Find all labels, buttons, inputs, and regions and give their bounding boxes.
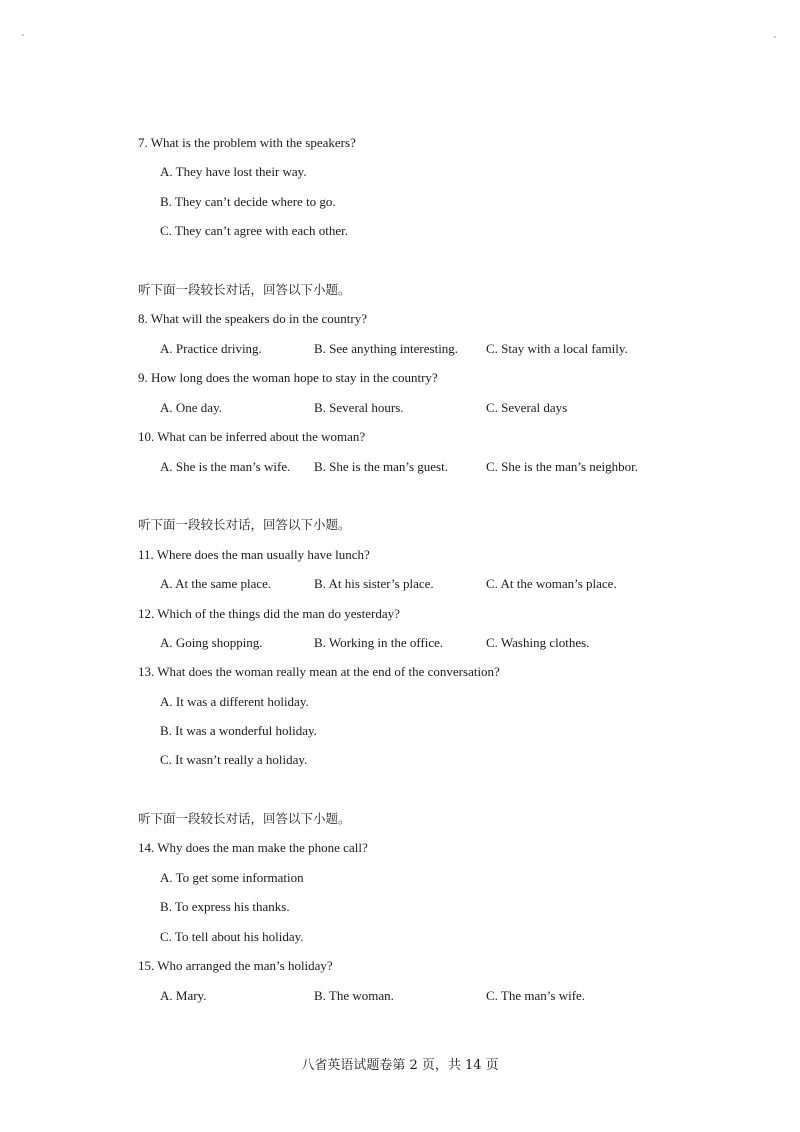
q10-option-a: A. She is the man’s wife. xyxy=(160,459,291,474)
q12-option-b: B. Working in the office. xyxy=(314,635,444,650)
q14-option-a: A. To get some information xyxy=(160,870,304,885)
scan-speck xyxy=(774,36,776,38)
question-14: 14. Why does the man make the phone call? xyxy=(138,840,368,855)
q8-options xyxy=(160,341,680,357)
q11-option-a: A. At the same place. xyxy=(160,576,272,591)
question-8: 8. What will the speakers do in the country? xyxy=(138,311,368,326)
q9-options xyxy=(160,400,680,416)
question-11: 11. Where does the man usually have lunch? xyxy=(138,547,370,562)
q11-options xyxy=(160,576,680,592)
q7-option-b: B. They can’t decide where to go. xyxy=(160,194,336,209)
q9-option-c: C. Several days xyxy=(486,400,568,415)
q15-option-c: C. The man’s wife. xyxy=(486,988,586,1003)
q15-option-b: B. The woman. xyxy=(314,988,394,1003)
section-instruction: 听下面一段较长对话，回答以下小题。 xyxy=(138,282,351,297)
q13-option-b: B. It was a wonderful holiday. xyxy=(160,723,317,738)
q8-option-c: C. Stay with a local family. xyxy=(486,341,628,356)
q13-option-a: A. It was a different holiday. xyxy=(160,694,309,709)
q13-option-c: C. It wasn’t really a holiday. xyxy=(160,752,308,767)
q12-option-c: C. Washing clothes. xyxy=(486,635,590,650)
q12-options xyxy=(160,635,680,651)
question-12: 12. Which of the things did the man do yesterday? xyxy=(138,606,400,621)
q7-option-c: C. They can’t agree with each other. xyxy=(160,223,348,238)
q9-option-b: B. Several hours. xyxy=(314,400,404,415)
scan-speck xyxy=(22,34,24,36)
q7-option-a: A. They have lost their way. xyxy=(160,164,307,179)
question-9: 9. How long does the woman hope to stay in the country? xyxy=(138,370,438,385)
question-15: 15. Who arranged the man’s holiday? xyxy=(138,958,333,973)
section-instruction: 听下面一段较长对话，回答以下小题。 xyxy=(138,811,351,826)
q14-option-b: B. To express his thanks. xyxy=(160,899,290,914)
q15-options xyxy=(160,988,680,1004)
section-instruction: 听下面一段较长对话，回答以下小题。 xyxy=(138,517,351,532)
page-footer: 八省英语试题卷第 2 页，共 14 页 xyxy=(301,1058,499,1073)
q8-option-b: B. See anything interesting. xyxy=(314,341,459,356)
q15-option-a: A. Mary. xyxy=(160,988,207,1003)
question-7: 7. What is the problem with the speakers? xyxy=(138,135,356,150)
q10-options xyxy=(160,459,680,475)
q11-option-c: C. At the woman’s place. xyxy=(486,576,617,591)
q8-option-a: A. Practice driving. xyxy=(160,341,262,356)
question-13: 13. What does the woman really mean at the end of the conversation? xyxy=(138,664,500,679)
question-10: 10. What can be inferred about the woman? xyxy=(138,429,366,444)
q10-option-c: C. She is the man’s neighbor. xyxy=(486,459,639,474)
q10-option-b: B. She is the man’s guest. xyxy=(314,459,448,474)
q14-option-c: C. To tell about his holiday. xyxy=(160,929,304,944)
q9-option-a: A. One day. xyxy=(160,400,222,415)
q11-option-b: B. At his sister’s place. xyxy=(314,576,434,591)
q12-option-a: A. Going shopping. xyxy=(160,635,263,650)
